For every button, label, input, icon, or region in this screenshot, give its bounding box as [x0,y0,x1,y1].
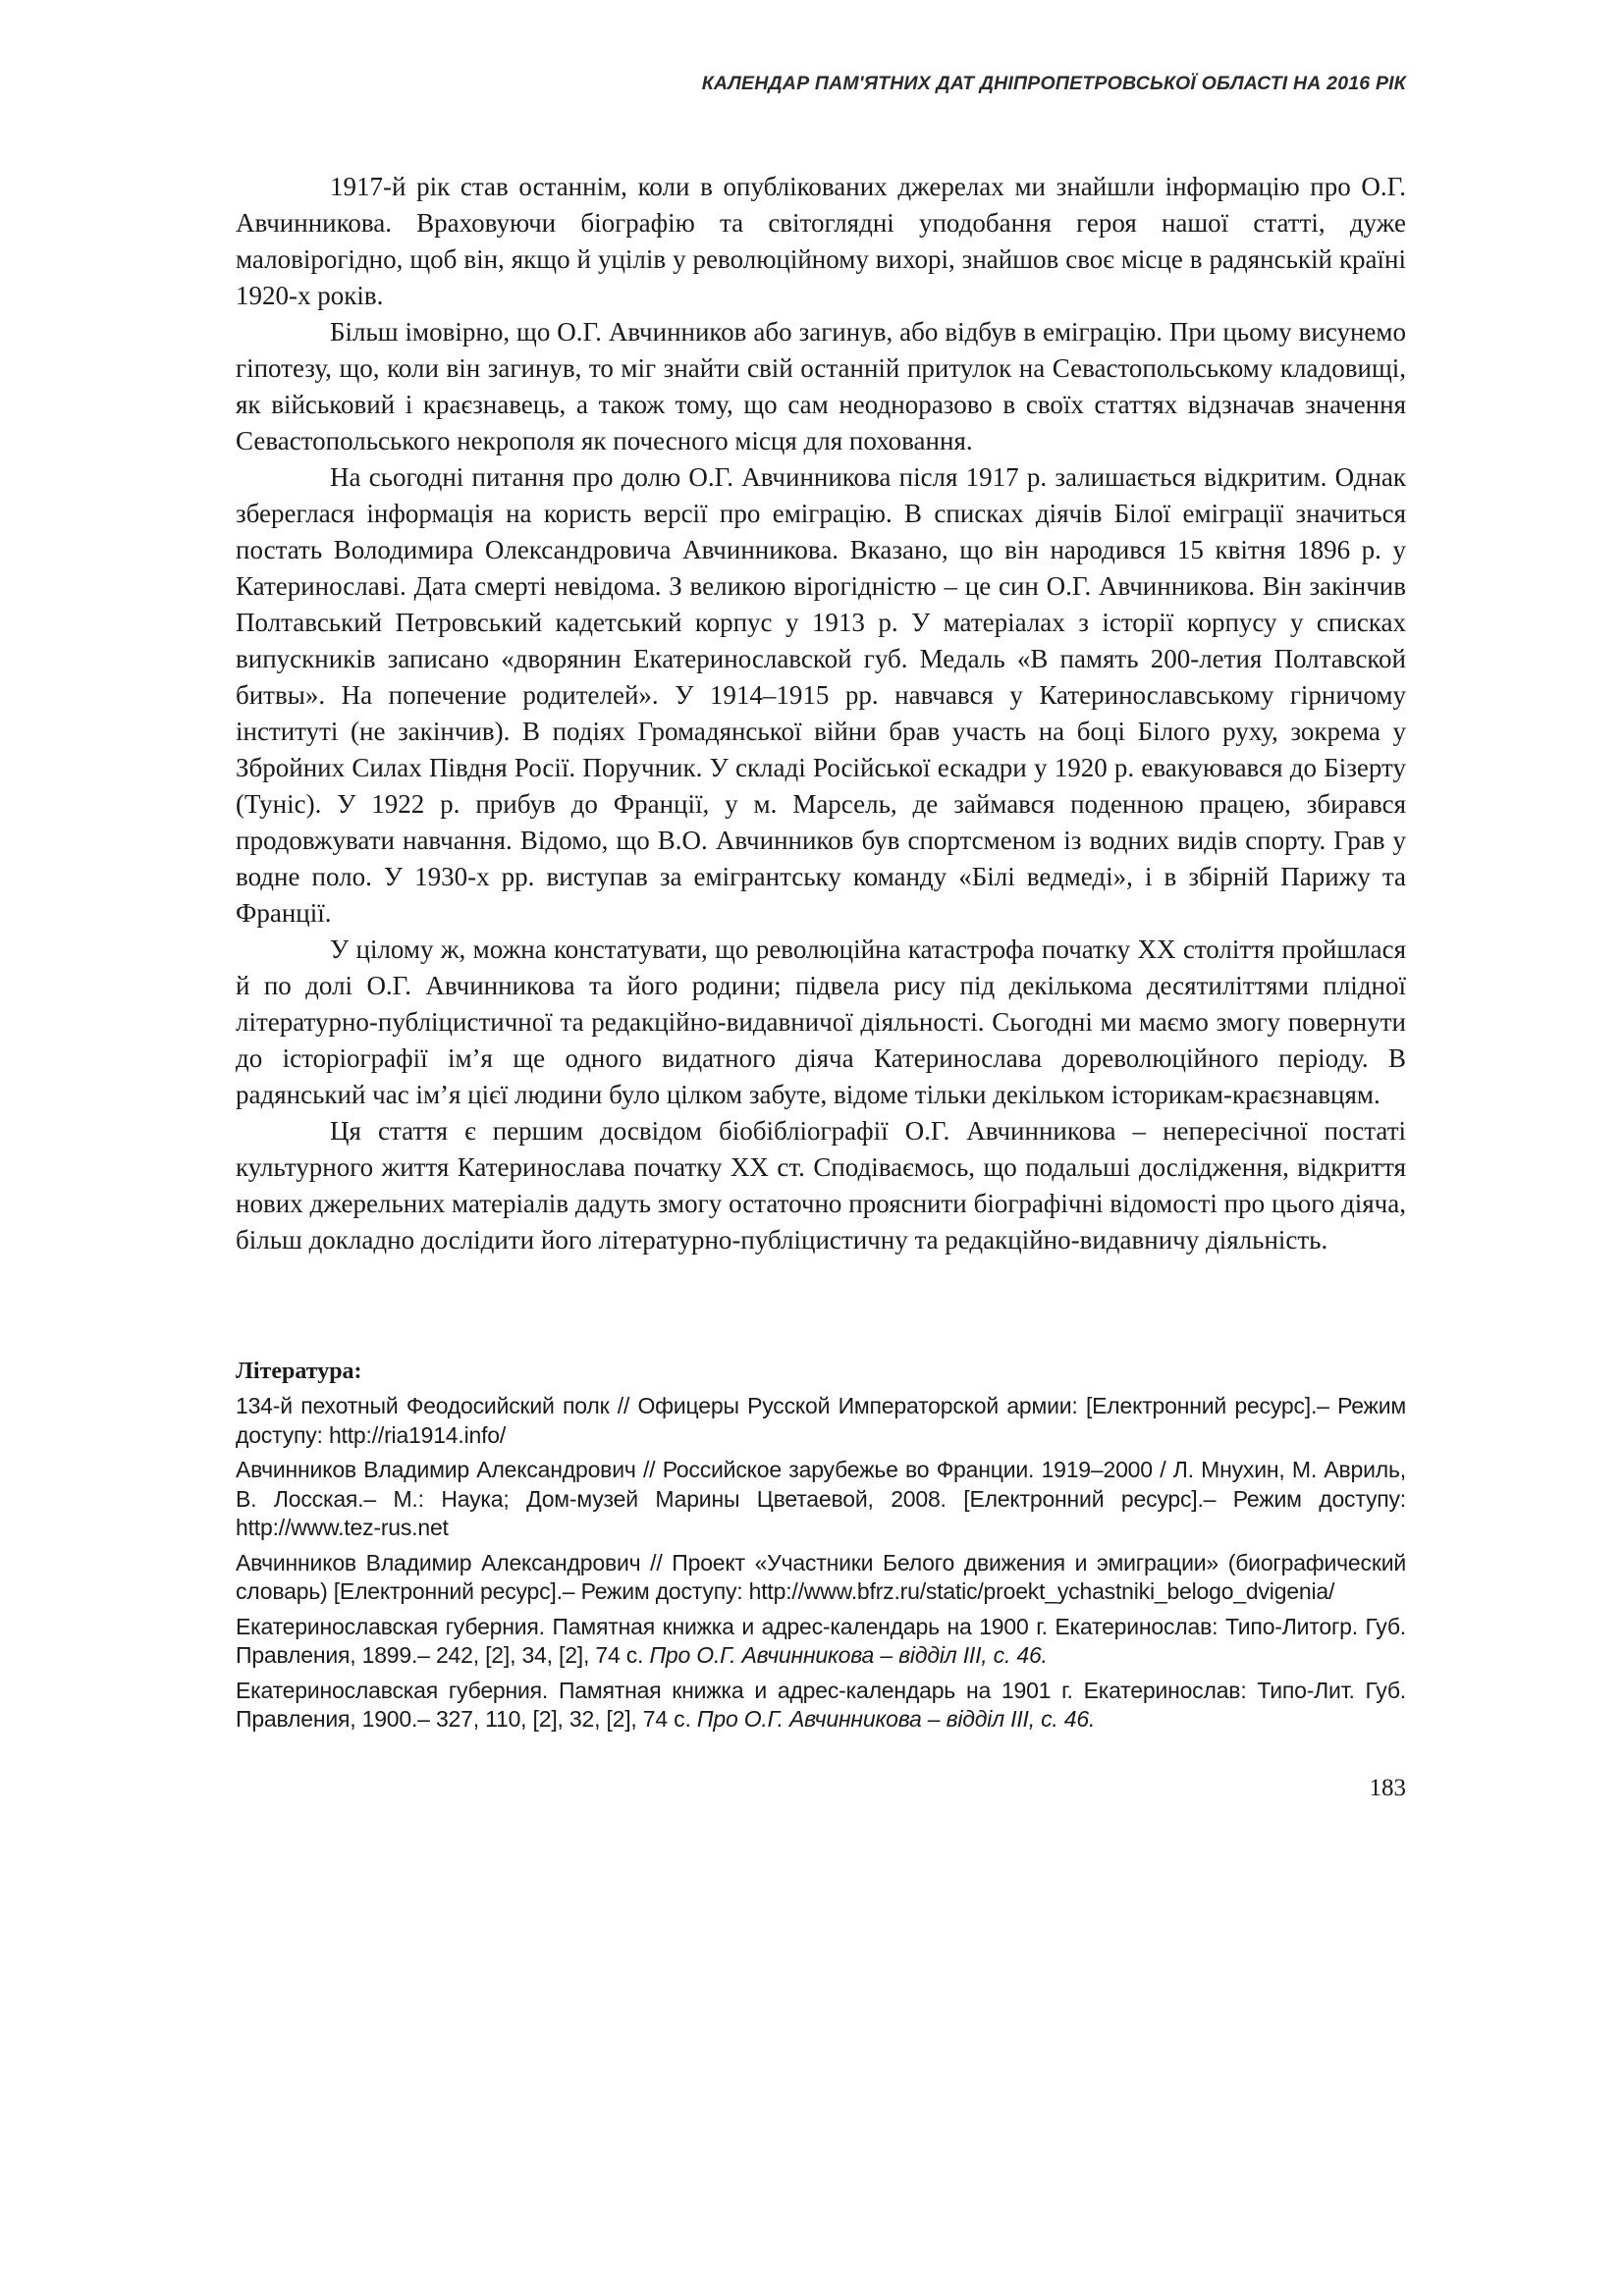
reference-text: Екатеринославская губерния. Памятная книжка и адрес-календарь на 1901 г. Екатеринослав: Типо-Лит. Губ. Правления, 1900.– 327, 110, [2], 32, [2], 74 с. [236,1677,1406,1732]
reference-text: Екатеринославская губерния. Памятная книжка и адрес-календарь на 1900 г. Екатеринослав: Типо-Литогр. Губ. Правления, 1899.– 242, [2], 34, [2], 74 с. [236,1613,1406,1668]
paragraph: 1917-й рік став останнім, коли в опублікованих джерелах ми знайшли інформацію про О.Г. Авчинникова. Враховуючи біографію та світоглядні уподобання героя нашої статті, дуже маловірогідно, щоб він, якщо й уцілів у революційному вихорі, знайшов своє місце в радянській країні 1920-х років. [236,172,1406,310]
reference-item [236,1613,1406,1671]
reference-item [236,1677,1406,1735]
reference-text: 134-й пехотный Феодосийский полк // Офицеры Русской Императорской армии: [Електронний ресурс].– Режим доступу: http://ria1914.info/ [236,1393,1406,1448]
reference-text: Авчинников Владимир Александрович // Проект «Участники Белого движения и эмиграции» (биографический словарь) [Електронний ресурс].– Режим доступу: http://www.bfrz.ru/static/proekt_ychastniki_belogo_dvigenia/ [236,1549,1406,1604]
reference-text: Авчинников Владимир Александрович // Российское зарубежье во Франции. 1919–2000 / Л. Мнухин, М. Авриль, В. Лосская.– М.: Наука; Дом-музей Марины Цветаевой, 2008. [Електронний ресурс].– Режим доступу: http://www.tez-rus.net [236,1457,1406,1540]
running-header: КАЛЕНДАР ПАМ'ЯТНИХ ДАТ ДНІПРОПЕТРОВСЬКОЇ ОБЛАСТІ НА 2016 РІК [701,73,1406,94]
paragraph: На сьогодні питання про долю О.Г. Авчинникова після 1917 р. залишається відкритим. Однак збереглася інформація на користь версії про еміграцію. В списках діячів Білої еміграції значиться постать Володимира Олександровича Авчинникова. Вказано, що він народився 15 квітня 1896 р. у Катеринославі. Дата смерті невідома. З великою вірогідністю – це син О.Г. Авчинникова. Він закінчив Полтавський Петровський кадетський корпус у 1913 р. У матеріалах з історії корпусу у списках випускників записано «дворянин Екатеринославской губ. Медаль «В память 200-летия Полтавской битвы». На попечение родителей». У 1914–1915 рр. навчався у Катеринославському гірничому інституті (не закінчив). В подіях Громадянської війни брав участь на боці Білого руху, зокрема у Збройних Силах Півдня Росії. Поручник. У складі Російської ескадри у 1920 р. евакуювався до Бізерту (Туніс). У 1922 р. прибув до Франції, у м. Марсель, де займався поденною працею, збирався продовжувати навчання. Відомо, що В.О. Авчинников був спортсменом із водних видів спорту. Грав у водне поло. У 1930-х рр. виступав за емігрантську команду «Білі ведмеді», і в збірній Парижу та Франції. [236,462,1406,928]
reference-item [236,1456,1406,1543]
reference-note: Про О.Г. Авчинникова – відділ III, с. 46. [696,1706,1096,1732]
reference-note: Про О.Г. Авчинникова – відділ III, с. 46. [649,1642,1048,1668]
reference-item [236,1392,1406,1450]
references-section [236,1357,1406,1740]
reference-item [236,1549,1406,1607]
paragraph: У цілому ж, можна констатувати, що революційна катастрофа початку XX століття пройшлася й по долі О.Г. Авчинникова та його родини; підвела рису під декількома десятиліттями плідної літературно-публіцистичної та редакційно-видавничої діяльності. Сьогодні ми маємо змогу повернути до історіографії ім’я ще одного видатного діяча Катеринослава дореволюційного періоду. В радянський час ім’я цієї людини було цілком забуте, відоме тільки декільком історикам-краєзнавцям. [236,934,1406,1109]
page-number: 183 [1369,1775,1406,1801]
references-heading: Література: [236,1359,362,1384]
paragraph: Більш імовірно, що О.Г. Авчинников або загинув, або відбув в еміграцію. При цьому висунемо гіпотезу, що, коли він загинув, то міг знайти свій останній притулок на Севастопольському кладовищі, як військовий і краєзнавець, а також тому, що сам неодноразово в своїх статтях відзначав значення Севастопольського некрополя як почесного місця для поховання. [236,317,1406,455]
article-body [236,169,1406,1258]
paragraph: Ця стаття є першим досвідом біобібліографії О.Г. Авчинникова – непересічної постаті культурного життя Катеринослава початку XX ст. Сподіваємось, що подальші дослідження, відкриття нових джерельних матеріалів дадуть змогу остаточно прояснити біографічні відомості про цього діяча, більш докладно дослідити його літературно-публіцистичну та редакційно-видавничу діяльність. [236,1116,1406,1255]
